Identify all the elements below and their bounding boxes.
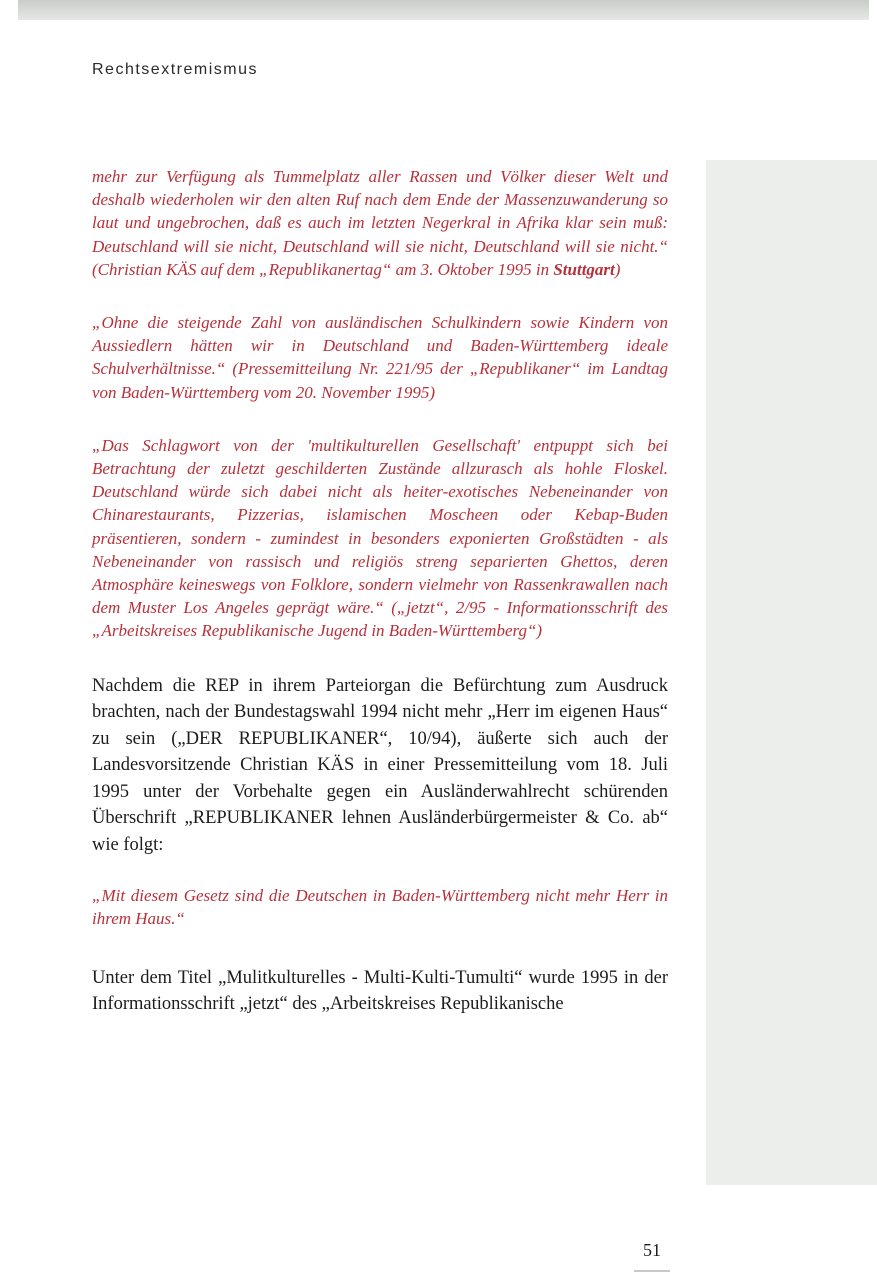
- quote-multikulturelle-gesellschaft: „Das Schlagwort von der 'multikulturellen Gesellschaft' entpuppt sich bei Betrachtung der zuletzt geschilderten Zustände allzurasch als hohle Floskel. Deutschland würde sich dabei nicht als heiter-exotisches Nebeneinander von Chinarestaurants, Pizzerias, islamischen Moscheen oder Kebap-Buden präsentieren, sondern - zumindest in besonders exponierten Großstädten - als Nebeneinander von rassisch und religiös streng separierten Ghettos, deren Atmosphäre keineswegs von Folklore, sondern vielmehr von Rassenkrawallen nach dem Muster Los Angeles geprägt wäre.“ („jetzt“, 2/95 - Informationsschrift des „Arbeitskreises Republikanische Jugend in Baden-Württemberg“): [92, 435, 668, 641]
- page-number-rule: [634, 1270, 670, 1272]
- quote-kaes-republikanertag: [92, 165, 668, 281]
- page-number: 51: [643, 1240, 661, 1260]
- quote-text: mehr zur Verfügung als Tummelplatz aller Rassen und Völker dieser Welt und deshalb wiederholen wir den alten Ruf nach dem Ende der Massenzuwanderung so laut und ungebrochen, daß es auch im letzten Negerkral in Afrika klar sein muß: Deutschland will sie nicht, Deutschland will sie nicht, Deutschland will sie nicht.“ (Christian KÄS auf dem „Republikanertag“ am 3. Oktober 1995 in: [92, 167, 668, 279]
- quote-tail: ): [614, 259, 621, 279]
- quote-herr-im-haus: „Mit diesem Gesetz sind die Deutschen in Baden-Württemberg nicht mehr Herr in ihrem Haus.“: [92, 886, 668, 929]
- paragraph-rep-befuerchtung: Nachdem die REP in ihrem Parteiorgan die Befürchtung zum Ausdruck brachten, nach der Bundestagswahl 1994 nicht mehr „Herr im eigenen Haus“ zu sein („DER REPUBLIKANER“, 10/94), äußerte sich auch der Landesvorsitzende Christian KÄS in einer Pressemitteilung vom 18. Juli 1995 unter der Vorbehalte gegen ein Ausländerwahlrecht schürenden Überschrift „REPUBLIKANER lehnen Ausländerbürgermeister & Co. ab“ wie folgt:: [92, 675, 668, 855]
- quote-bold-city: Stuttgart: [553, 259, 615, 279]
- scan-top-band: [18, 0, 869, 20]
- quote-schulkinder: „Ohne die steigende Zahl von ausländischen Schulkindern sowie Kindern von Aussiedlern hätten wir in Deutschland und Baden-Württemberg ideale Schulverhältnisse.“ (Pressemitteilung Nr. 221/95 der „Republikaner“ im Landtag von Baden-Württemberg vom 20. November 1995): [92, 313, 668, 402]
- paragraph-multi-kulti: Unter dem Titel „Mulitkulturelles - Multi-Kulti-Tumulti“ wurde 1995 in der Informationsschrift „jetzt“ des „Arbeitskreises Republikanische: [92, 967, 668, 1015]
- running-header: Rechtsextremismus: [92, 61, 258, 78]
- margin-panel: [706, 160, 877, 1185]
- page-content: [92, 165, 668, 1044]
